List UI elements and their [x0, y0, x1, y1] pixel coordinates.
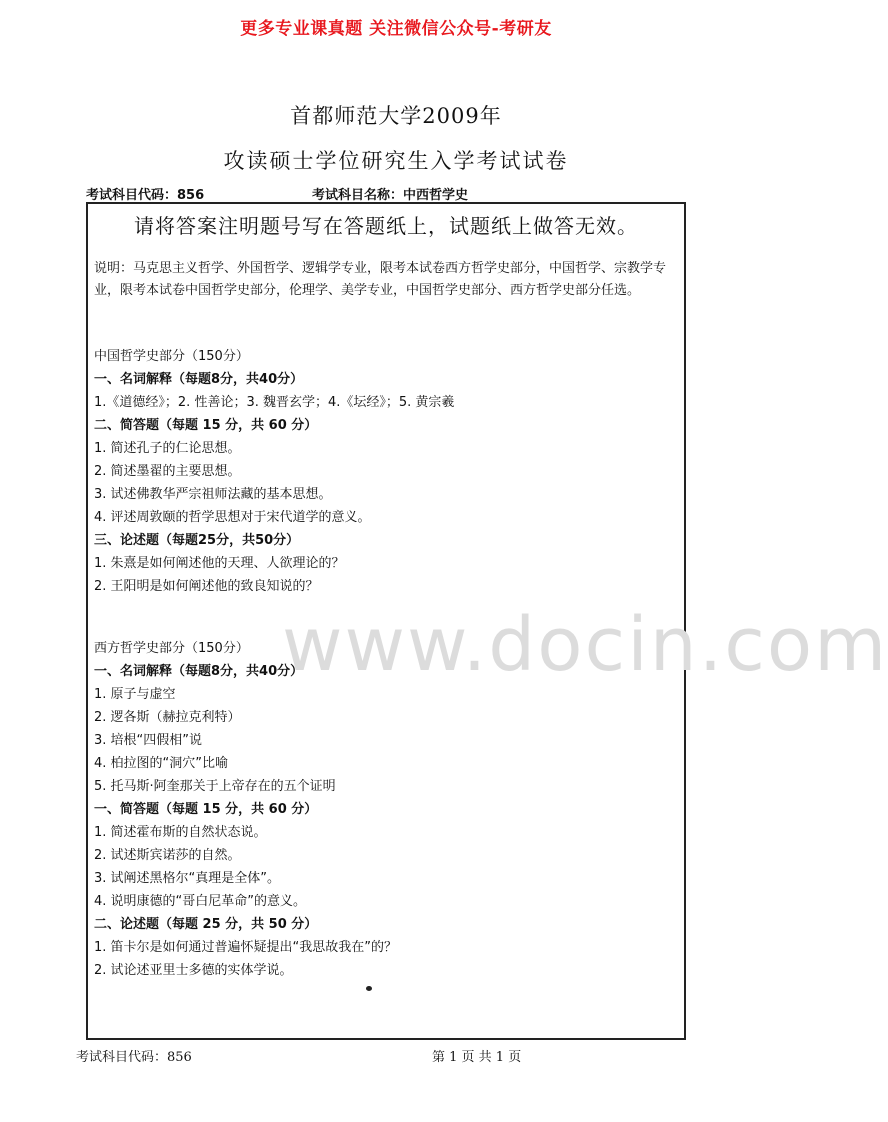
watermark: www.docin.com — [282, 602, 888, 688]
chinese-essay-heading: 三、论述题（每题25分，共50分） — [94, 533, 300, 548]
footer-subject-code: 考试科目代码：856 — [76, 1050, 192, 1065]
subject-name: 考试科目名称：中西哲学史 — [312, 188, 469, 203]
western-term-2: 2. 逻各斯（赫拉克利特） — [94, 710, 241, 725]
western-short-heading: 一、简答题（每题 15 分，共 60 分） — [94, 802, 318, 817]
western-term-5: 5. 托马斯·阿奎那关于上帝存在的五个证明 — [94, 779, 336, 794]
western-short-q3: 3. 试阐述黑格尔“真理是全体”。 — [94, 871, 281, 886]
chinese-essay-q1: 1. 朱熹是如何阐述他的天理、人欲理论的？ — [94, 556, 345, 571]
chinese-terms-heading: 一、名词解释（每题8分，共40分） — [94, 372, 304, 387]
western-short-q1: 1. 简述霍布斯的自然状态说。 — [94, 825, 267, 840]
western-short-q4: 4. 说明康德的“哥白尼革命”的意义。 — [94, 894, 307, 909]
western-section-title: 西方哲学史部分（150分） — [94, 641, 249, 656]
western-term-3: 3. 培根“四假相”说 — [94, 733, 203, 748]
promo-banner: 更多专业课真题 关注微信公众号-考研友 — [240, 19, 552, 39]
western-essay-heading: 二、论述题（每题 25 分，共 50 分） — [94, 917, 318, 932]
ink-dot — [366, 986, 372, 991]
subject-code: 考试科目代码：856 — [86, 188, 205, 203]
chinese-section-title: 中国哲学史部分（150分） — [94, 349, 249, 364]
exam-title-type: 攻读硕士学位研究生入学考试试卷 — [223, 149, 569, 173]
instructions-note: 说明：马克思主义哲学、外国哲学、逻辑学专业，限考本试卷西方哲学史部分，中国哲学、宗教学专业，限考本试卷中国哲学史部分，伦理学、美学专业，中国哲学史部分、西方哲学史部分任选。 — [94, 261, 667, 298]
chinese-short-q1: 1. 简述孔子的仁论思想。 — [94, 441, 241, 456]
chinese-short-heading: 二、简答题（每题 15 分，共 60 分） — [94, 418, 318, 433]
chinese-terms-items: 1.《道德经》；2. 性善论；3. 魏晋玄学；4.《坛经》；5. 黄宗羲 — [94, 395, 455, 410]
western-short-q2: 2. 试述斯宾诺莎的自然。 — [94, 848, 241, 863]
chinese-short-q2: 2. 简述墨翟的主要思想。 — [94, 464, 241, 479]
western-term-4: 4. 柏拉图的“洞穴”比喻 — [94, 756, 229, 771]
western-term-1: 1. 原子与虚空 — [94, 687, 176, 702]
answer-warning: 请将答案注明题号写在答题纸上，试题纸上做答无效。 — [134, 214, 638, 238]
exam-title-university: 首都师范大学2009年 — [290, 104, 502, 128]
chinese-short-q3: 3. 试述佛教华严宗祖师法藏的基本思想。 — [94, 487, 332, 502]
chinese-short-q4: 4. 评述周敦颐的哲学思想对于宋代道学的意义。 — [94, 510, 371, 525]
western-terms-heading: 一、名词解释（每题8分，共40分） — [94, 664, 304, 679]
western-essay-q2: 2. 试论述亚里士多德的实体学说。 — [94, 963, 293, 978]
western-essay-q1: 1. 笛卡尔是如何通过普遍怀疑提出“我思故我在”的？ — [94, 940, 398, 955]
chinese-essay-q2: 2. 王阳明是如何阐述他的致良知说的？ — [94, 579, 319, 594]
footer-page-number: 第 1 页 共 1 页 — [432, 1050, 522, 1065]
